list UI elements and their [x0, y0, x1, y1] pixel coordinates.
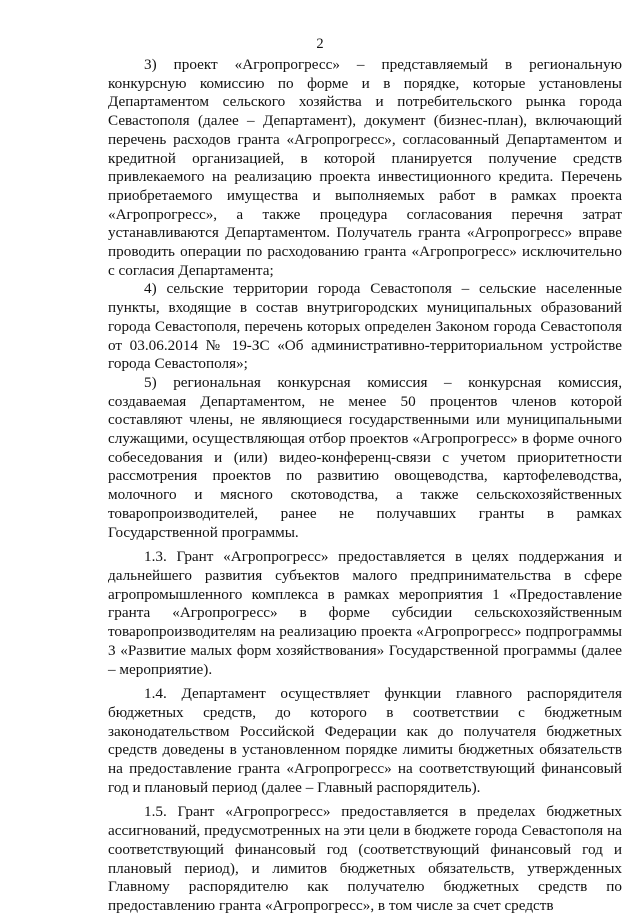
page-number: 2 — [316, 36, 324, 52]
document-body — [108, 56, 622, 916]
paragraph-1-3-grant-purpose: 1.3. Грант «Агропрогресс» предоставляется в целях поддержания и дальнейшего развития субъектов малого предпринимательства в сфере агропромышленного комплекса в рамках мероприятия 1 «Предоставление гранта «Агропрогресс» в форме субсидии сельскохозяйственным товаропроизводителям на реализацию проекта «Агропрогресс» подпрограммы 3 «Развитие малых форм хозяйствования» Государственной программы (далее – мероприятие). — [108, 548, 622, 678]
paragraph-item-3-project: 3) проект «Агропрогресс» – представляемый в региональную конкурсную комиссию по форме и в порядке, которые установлены Департаментом сельского хозяйства и потребительского рынка города Севастополя (далее – Департамент), документ (бизнес-план), включающий перечень расходов гранта «Агропрогресс», согласованный Департаментом и кредитной организацией, в которой планируется получение средств привлекаемого на реализацию проекта инвестиционного кредита. Перечень приобретаемого имущества и выполняемых работ в рамках проекта «Агропрогресс», а также процедура согласования перечня затрат устанавливаются Департаментом. Получатель гранта «Агропрогресс» вправе проводить операции по расходованию гранта «Агропрогресс» исключительно с согласия Департамента; — [108, 56, 622, 279]
paragraph-1-5-budget-allocations: 1.5. Грант «Агропрогресс» предоставляется в пределах бюджетных ассигнований, предусмотренных на эти цели в бюджете города Севастополя на соответствующий финансовый год (соответствующий финансовый год и плановый период), и лимитов бюджетных обязательств, утвержденных Главному распорядителю как получателю бюджетных средств по предоставлению гранта «Агропрогресс», в том числе за счет средств — [108, 803, 622, 914]
paragraph-item-4-rural-territories: 4) сельские территории города Севастополя – сельские населенные пункты, входящие в состав внутригородских муниципальных образований города Севастополя, перечень которых определен Законом города Севастополя от 03.06.2014 № 19-ЗС «Об административно-территориальном устройстве города Севастополя»; — [108, 280, 622, 373]
paragraph-1-4-department-functions: 1.4. Департамент осуществляет функции главного распорядителя бюджетных средств, до которого в соответствии с бюджетным законодательством Российской Федерации как до получателя бюджетных средств доведены в установленном порядке лимиты бюджетных обязательств на предоставление гранта «Агропрогресс» на соответствующий финансовый год и плановый период (далее – Главный распорядитель). — [108, 685, 622, 796]
paragraph-item-5-regional-commission: 5) региональная конкурсная комиссия – конкурсная комиссия, создаваемая Департаментом, не менее 50 процентов членов которой составляют члены, не являющиеся государственными или муниципальными служащими, осуществляющая отбор проектов «Агропрогресс» в форме очного собеседования и (или) видео-конференц-связи с учетом приоритетности рассмотрения проектов по развитию овощеводства, картофелеводства, молочного и мясного скотоводства, а также сельскохозяйственных товаропроизводителей, ранее не получавших гранты в рамках Государственной программы. — [108, 373, 622, 541]
